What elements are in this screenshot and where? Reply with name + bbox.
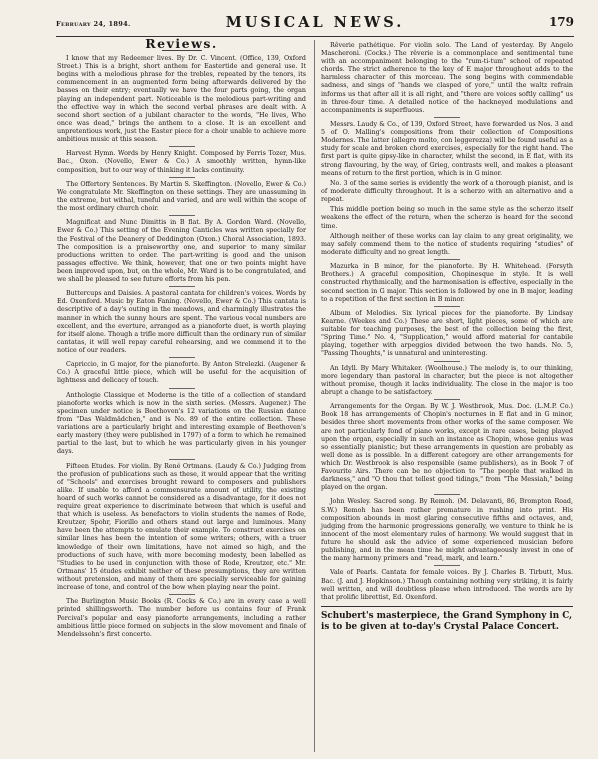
review-paragraph: Messrs. Laudy & Co., of 139, Oxford Street, have forwarded us Nos. 3 and 5 of O. Malling's compositions from their collection of Compositions Modernes. The latter (allegro molto, con leggerezza) will be found useful as a study for scale and broken chord exercises, especially for the right hand. The first part is quite gipsy-like in character, whilst the second, in E flat, with its strong flavouring, by the way, of Grieg, contrasts well, and makes a pleasant means of return to the first portion, which is in G minor.: [321, 121, 573, 177]
review-paragraph: Harvest Hymn. Words by Henry Knight. Composed by Ferris Tozer, Mus. Bac., Oxon. (Novello, Ewer & Co.) A smoothly written, hymn-like composition, but to our way of thinking it lacks continuity.: [57, 150, 306, 174]
review-paragraph: Although neither of these works can lay claim to any great originality, we may safely commend them to the notice of students requiring "studies" of moderate difficulty and no great length.: [321, 232, 573, 256]
page-header: [56, 14, 574, 32]
review-paragraph: The Offertory Sentences. By Martin S. Skeffington. (Novello, Ewer & Co.) We congratulate Mr. Skeffington on these settings. They are unassuming in the extreme, but withal, tuneful and varied, and are well within the scope of the most ordinary church choir.: [57, 180, 306, 213]
review-paragraph: Vale of Pearls. Cantata for female voices. By J. Charles B. Tirbutt, Mus. Bac. (J. and J. Hopkinson.) Though containing nothing very striking, it is fairly well written, and will doubtless please when introduced. The words are by that prolific librettist, Ed. Oxenford.: [321, 569, 573, 601]
review-paragraph: Arrangements for the Organ. By W. J. Westbrook, Mus. Doc. (L.M.P. Co.) Book 18 has arrangements of Chopin's nocturnes in E flat and in G minor, besides three short movements from other works of the same composer. We are not particularly fond of piano works, except in rare cases, being played upon the organ, especially in such an instance as Chopin, whose genius was so essentially pianistic; but these arrangements in question are probably as well done as is possible. In a different category are other arrangements for which Dr. Westbrook is also responsible (same publishers), as in Book 7 of Favourite Airs. There can be no objection to "The people that walked in darkness," and "O thou that tellest good tidings," from "The Messiah," being played on the organ.: [321, 403, 573, 492]
separator: [169, 177, 195, 178]
issue-date: February 24, 1894.: [56, 20, 131, 28]
review-paragraph: This middle portion being so much in the same style as the scherzo itself weakens the effect of the return, when the scherzo is heard for the second time.: [321, 206, 573, 230]
header-rule: [56, 36, 574, 37]
separator: [434, 494, 460, 495]
review-paragraph: Album of Melodies. Six lyrical pieces for the pianoforte. By Lindsay Kearne. (Weekes and Co.) These are short, light pieces, some of which are suitable for teaching purposes, the best of the collection being the first, "Spring Time." No. 4, "Supplication," would afford material for cantabile playing, together with arpeggios divided between the two hands. No. 5, "Passing Thoughts," is unnatural and uninteresting.: [321, 309, 573, 358]
separator: [169, 357, 195, 358]
review-paragraph: Magnificat and Nunc Dimittis in B flat. By A. Gordon Ward. (Novello, Ewer & Co.) This setting of the Evening Canticles was written specially for the Festival of the Deanery of Deddington (Oxon.) Choral Association, 1893. The composition is a praiseworthy one, and superior to many similar productions written to order. The part-writing is good and the unison passages effective. We think, however, that one or two points might have been improved upon, but, on the whole, Mr. Ward is to be congratulated, and we shall be pleased to see future efforts from his pen.: [57, 219, 306, 283]
review-paragraph: No. 3 of the same series is evidently the work of a thorough pianist, and is of moderate difficulty throughout. It is a scherzo with an alternativo and a repeat.: [321, 179, 573, 204]
concert-notice: Schubert's masterpiece, the Grand Symphony in C, is to be given at to-day's Crystal Palace Concert.: [321, 606, 573, 633]
review-paragraph: The Burlington Music Books (R. Cocks & Co.) are in every case a well printed shillingsworth. The number before us contains four of Frank Percival's popular and easy pianoforte arrangements, including a rather ambitious little piece formed on subjects in the slow movement and finale of Mendelssohn's first concerto.: [57, 598, 306, 638]
separator: [169, 459, 195, 460]
separator: [434, 565, 460, 566]
separator: [169, 286, 195, 287]
review-paragraph: Anthologie Classique et Moderne is the title of a collection of standard pianoforte works which is now in the sixth series. (Messrs. Augener.) The specimen under notice is Beethoven's 12 variations on the Russian dance from "Das Waldmädchen," and is No. 89 of the entire collection. These variations are a particularly bright and interesting example of Beethoven's early mastery (they were published in 1797) of a form to which he remained partial to the last, but to which he was particularly given in his younger days.: [57, 391, 306, 456]
separator: [434, 306, 460, 307]
review-paragraph: Rêverie pathétique. For violin solo. The Land of yesterday. By Angelo Mascheroni. (Cocks.) The rêverie is a commonplace and sentimental tune with an accompaniment belonging to the "rum-ti-tum" school of repeated chords. The strict adherence to the key of E major throughout adds to the harmless character of this morceau. The song begins with commendable sadness, and sings of "hands we clasped of yore," until the waltz refrain informs us that after all it is all right, and "there are voices softly calling" us in three-four time. A detailed notice of the hackneyed modulations and accompaniments is superfluous.: [321, 42, 573, 114]
review-paragraph: I know that my Redeemer lives. By Dr. C. Vincent. (Office, 139, Oxford Street.) This is a bright, short anthem for Eastertide and general use. It begins with a melodious phrase for the trebles, repeated by the tenors, its commencement in an augmented form being afterwards delivered by the basses on their entry; eventually we have the four parts going, the organ playing an independent part. Noticeable is the melodious part-writing and the effective way in which the second verbal phrases are dealt with. A second short section of a jubilant character to the words, "He lives, Who once was dead," brings the anthem to a close. It is an excellent and unpretentious work, just the Easter piece for a choir unable to achieve more ambitious music at this season.: [57, 55, 306, 144]
column-rule: [314, 40, 315, 752]
separator: [169, 594, 195, 595]
separator: [434, 117, 460, 118]
left-column: [57, 38, 306, 641]
separator: [169, 215, 195, 216]
review-paragraph: An Idyll. By Mary Whitaker. (Woolhouse.) The melody is, to our thinking, more legendary than pastoral in character, but the piece is not altogether without promise, though it lacks individuality. The close in the major is too abrupt a change to be satisfactory.: [321, 364, 573, 396]
review-paragraph: Fifteen Etudes. For violin. By René Ortmans. (Laudy & Co.) Judging from the profusion of publications such as these, it would appear that the writing of "Schools" and exercises brought reward to composers and publishers alike. If unable to afford a commensurate amount of utility, the existing hoard of such works cannot be considered as a disadvantage, for it does not require great experience to discriminate between that which is useful and that which is useless. As benefactors to violin students the names of Rode, Kreutzer, Spohr, Fiorillo and others stand out large and luminous. Many have been the attempts to emulate their example. To construct exercises on similar lines has been the intention of some writers; others, with a truer knowledge of their own limitations, have not aimed so high, and the productions of such have, with more becoming modesty, been labelled as "Studies to be used in conjunction with those of Rode, Kreutzer, etc." Mr. Ortmans' 15 études exhibit neither of these presumptions, they are written without pretension, and many of them are specially serviceable for gaining increase of tone, and control of the bow when playing near the point.: [57, 462, 306, 592]
separator: [169, 388, 195, 389]
page-number: 179: [548, 15, 574, 29]
separator: [434, 399, 460, 400]
review-paragraph: Capriccio, in G major, for the pianoforte. By Anton Strelezki. (Augener & Co.) A graceful little piece, which will be useful for the acquisition of lightness and delicacy of touch.: [57, 361, 306, 385]
separator: [169, 146, 195, 147]
right-column: [321, 42, 573, 633]
review-paragraph: Mazurka in B minor, for the pianoforte. By H. Whitehead. (Forsyth Brothers.) A graceful composition, Chopinesque in style. It is well constructed rhythmically, and the harmonisation is effective, especially in the second section in G major. This section is followed by one in B major, leading to a repetition of the first section in B minor.: [321, 263, 573, 303]
review-paragraph: Buttercups and Daisies. A pastoral cantata for children's voices. Words by Ed. Oxenford. Music by Eaton Faning. (Novello, Ewer & Co.) This cantata is descriptive of a day's outing in the meadows, and charmingly illustrates the manner in which the sunny hours are spent. The various vocal numbers are excellent, and the everture, arranged as a pianoforte duet, is worth playing for itself alone. Though a trifle more difficult than the ordinary run of similar cantatas, it will well repay careful rehearsing, and we commend it to the notice of our readers.: [57, 290, 306, 354]
review-paragraph: John Wesley. Sacred song. By Remoh. (M. Delavanti, 86, Brompton Road, S.W.) Remoh has been rather premature in rushing into print. His composition abounds in most glaring consecutive fifths and octaves, and, judging from the harmonic progressions generally, we venture to think he is innocent of the most elementary rules of harmony. We would suggest that in future he should ask the advice of some experienced musician before publishing, and in the mean time he might advantageously invest in one of the many harmony primers and "read, mark, and learn.": [321, 498, 573, 563]
masthead-title: MUSICAL NEWS.: [225, 14, 405, 31]
separator: [434, 361, 460, 362]
separator: [434, 259, 460, 260]
section-heading: Reviews.: [57, 40, 306, 51]
